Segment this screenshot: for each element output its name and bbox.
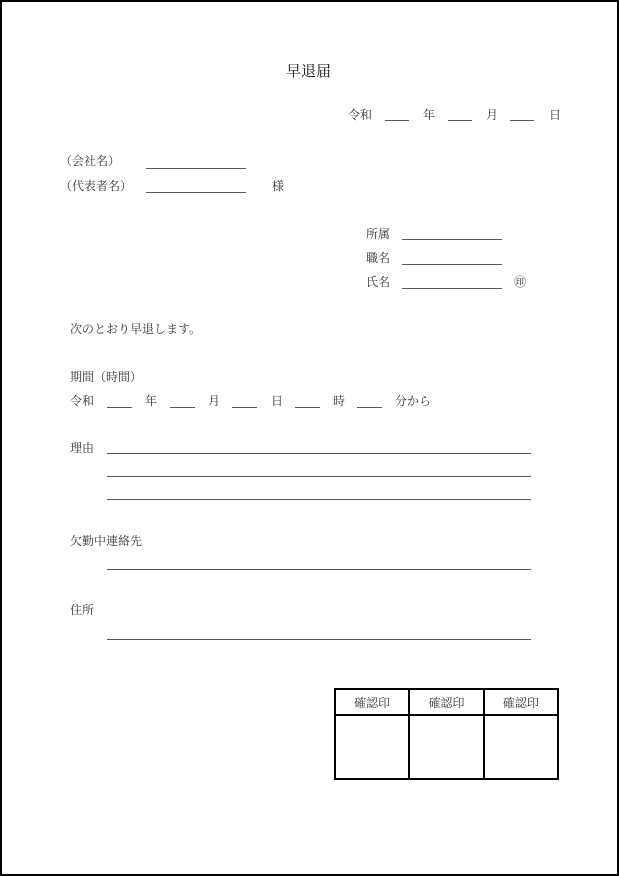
- date-month-field[interactable]: [448, 120, 472, 121]
- reason-line-1[interactable]: [107, 453, 531, 454]
- stamp-box[interactable]: [484, 715, 558, 779]
- approval-stamp-table: [334, 688, 559, 780]
- period-year-field[interactable]: [107, 407, 132, 408]
- affiliation-label: 所属: [366, 227, 391, 241]
- stamp-box[interactable]: [335, 715, 409, 779]
- period-month-field[interactable]: [170, 407, 195, 408]
- name-field[interactable]: [402, 288, 502, 289]
- position-field[interactable]: [402, 264, 502, 265]
- address-label: 住所: [70, 603, 95, 617]
- date-year-field[interactable]: [385, 120, 409, 121]
- period-month-label: 月: [208, 394, 221, 408]
- contact-label: 欠勤中連絡先: [70, 534, 143, 548]
- reason-line-2[interactable]: [107, 476, 531, 477]
- page-title: 早退届: [286, 62, 332, 80]
- stamp-header: 確認印: [335, 689, 409, 715]
- date-month-label: 月: [486, 108, 499, 122]
- name-label: 氏名: [366, 275, 391, 289]
- address-field[interactable]: [107, 639, 531, 640]
- period-minute-field[interactable]: [357, 407, 382, 408]
- position-label: 職名: [366, 251, 391, 265]
- honorific-label: 様: [272, 179, 285, 193]
- representative-label: （代表者名）: [60, 179, 133, 193]
- reason-line-3[interactable]: [107, 499, 531, 500]
- period-hour-field[interactable]: [295, 407, 320, 408]
- date-year-label: 年: [423, 108, 436, 122]
- stamp-header: 確認印: [409, 689, 483, 715]
- date-era-label: 令和: [348, 108, 373, 122]
- stamp-box[interactable]: [409, 715, 483, 779]
- period-minute-from-label: 分から: [395, 394, 432, 408]
- reason-label: 理由: [70, 441, 95, 455]
- company-field[interactable]: [146, 168, 246, 169]
- date-day-label: 日: [549, 108, 562, 122]
- period-year-label: 年: [145, 394, 158, 408]
- seal-icon: ㊞: [514, 275, 527, 289]
- period-era-label: 令和: [70, 394, 95, 408]
- stamp-header: 確認印: [484, 689, 558, 715]
- contact-field[interactable]: [107, 569, 531, 570]
- representative-field[interactable]: [146, 192, 246, 193]
- period-label: 期間（時間）: [70, 370, 143, 384]
- period-hour-label: 時: [333, 394, 346, 408]
- date-day-field[interactable]: [510, 120, 534, 121]
- statement-text: 次のとおり早退します。: [70, 322, 202, 336]
- period-day-label: 日: [271, 394, 284, 408]
- company-label: （会社名）: [60, 154, 121, 168]
- affiliation-field[interactable]: [402, 239, 502, 240]
- period-day-field[interactable]: [232, 407, 257, 408]
